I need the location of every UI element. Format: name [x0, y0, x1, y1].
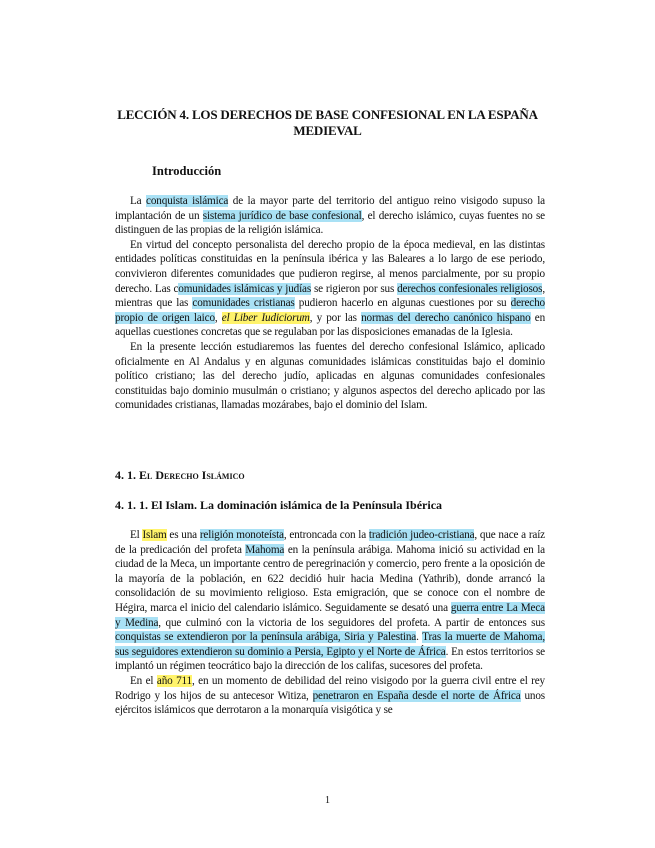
- paragraph-1: La conquista islámica de la mayor parte del territorio del antiguo reino visigodo supuso la implantación de un sistema jurídico de base confesional, el derecho islámico, cuyas fuentes no se distinguen de las propias de la religión islámica.: [115, 195, 545, 237]
- page-number: 1: [325, 795, 330, 806]
- highlight: derecho propio de origen laico: [115, 297, 545, 324]
- paragraph-5: En el año 711, en un momento de debilidad del reino visigodo por la guerra civil entre el rey Rodrigo y los hijos de su antecesor Witiza, penetraron en España desde el norte de África unos ejércitos islámicos que derrotaron a la monarquía visigótica y se: [115, 674, 545, 717]
- paragraph-2: En virtud del concepto personalista del derecho propio de la época medieval, en las distintas entidades políticas constituidas en la península ibérica y las Baleares a lo largo de ese periodo, convivieron diferentes comunidades que pudieron regirse, al menos parcialmente, por su propio derecho. Las comunidades islámicas y judías se rigieron por sus derechos confesionales religiosos, mientras que las comunidades cristianas pudieron hacerlo en algunas cuestiones por su derecho propio de origen laico, el Liber Iudiciorum, y por las normas del derecho canónico hispano en aquellas cuestiones concretas que se regulaban por las disposiciones emanadas de la Iglesia.: [115, 238, 546, 339]
- highlight: sistema jurídico de base confesional: [202, 209, 362, 222]
- highlight: conquista islámica: [146, 195, 229, 207]
- highlight: comunidades cristianas: [192, 297, 295, 310]
- highlight: guerra entre La Meca y Medina: [115, 601, 545, 629]
- paragraph-4: El Islam es una religión monoteísta, entroncada con la tradición judeo-cristiana, que nace a raíz de la predicación del profeta Mahoma en la península arábiga. Mahoma inició su actividad en la ciudad de la Meca, un importante centro de peregrinación y comercio, pero frente a la oposición de la mayoría de la población, en 622 decidió huir hacia Medina (Yathrib), donde arrancó la consolidación de su movimiento religioso. Esta emigración, que se conoce con el nombre de Hégira, marca el inicio del calendario islámico. Seguidamente se desató una guerra entre La Meca y Medina, que culminó con la victoria de los seguidores del profeta. A partir de entonces sus conquistas se extendieron por la península arábiga, Siria y Palestina. Tras la muerte de Mahoma, sus seguidores extendieron su dominio a Persia, Egipto y el Norte de África. En estos territorios se implantó un régimen teocrático bajo la dirección de los califas, sucesores del profeta.: [115, 529, 546, 673]
- subsection-heading: 4. 1. 1. El Islam. La dominación islámica de la Península Ibérica: [115, 498, 443, 512]
- introduction-body: [115, 194, 545, 413]
- highlight: omunidades islámicas y judías: [178, 282, 312, 295]
- section-heading: 4. 1. El Derecho Islámico: [115, 468, 245, 482]
- highlight-yellow: año 711: [156, 674, 193, 687]
- paragraph-3: En la presente lección estudiaremos las fuentes del derecho confesional Islámico, aplicado oficialmente en Al Andalus y en algunas comunidades islámicas constituidas bajo el dominio político cristiano; las del derecho judío, aplicadas en algunas comunidades confesionales constituidas bajo dominio musulmán o cristiano; y algunos aspectos del derecho aplicado por las comunidades cristianas, llamadas mozárabes, bajo el dominio del Islam.: [115, 340, 545, 412]
- highlight: derechos confesionales religiosos: [397, 282, 543, 295]
- highlight: penetraron en España desde el norte de África: [312, 689, 521, 702]
- highlight: religión monoteísta: [199, 529, 284, 541]
- introduction-heading: Introducción: [152, 164, 222, 178]
- highlight: Tras la muerte de Mahoma, sus seguidores extendieron su dominio a Persia, Egipto y el Norte de África: [115, 631, 546, 658]
- highlight: conquistas se extendieron por la península arábiga, Siria y Palestina: [115, 631, 417, 644]
- highlight-yellow: el Liber Iudiciorum: [221, 311, 310, 324]
- section-body: [115, 528, 545, 718]
- highlight-yellow: Islam: [142, 529, 167, 541]
- highlight: normas del derecho canónico hispano: [361, 311, 531, 324]
- highlight: tradición judeo-cristiana: [368, 529, 475, 541]
- highlight: Mahoma: [245, 543, 285, 556]
- page-title: LECCIÓN 4. LOS DERECHOS DE BASE CONFESIONAL EN LA ESPAÑA MEDIEVAL: [117, 107, 538, 138]
